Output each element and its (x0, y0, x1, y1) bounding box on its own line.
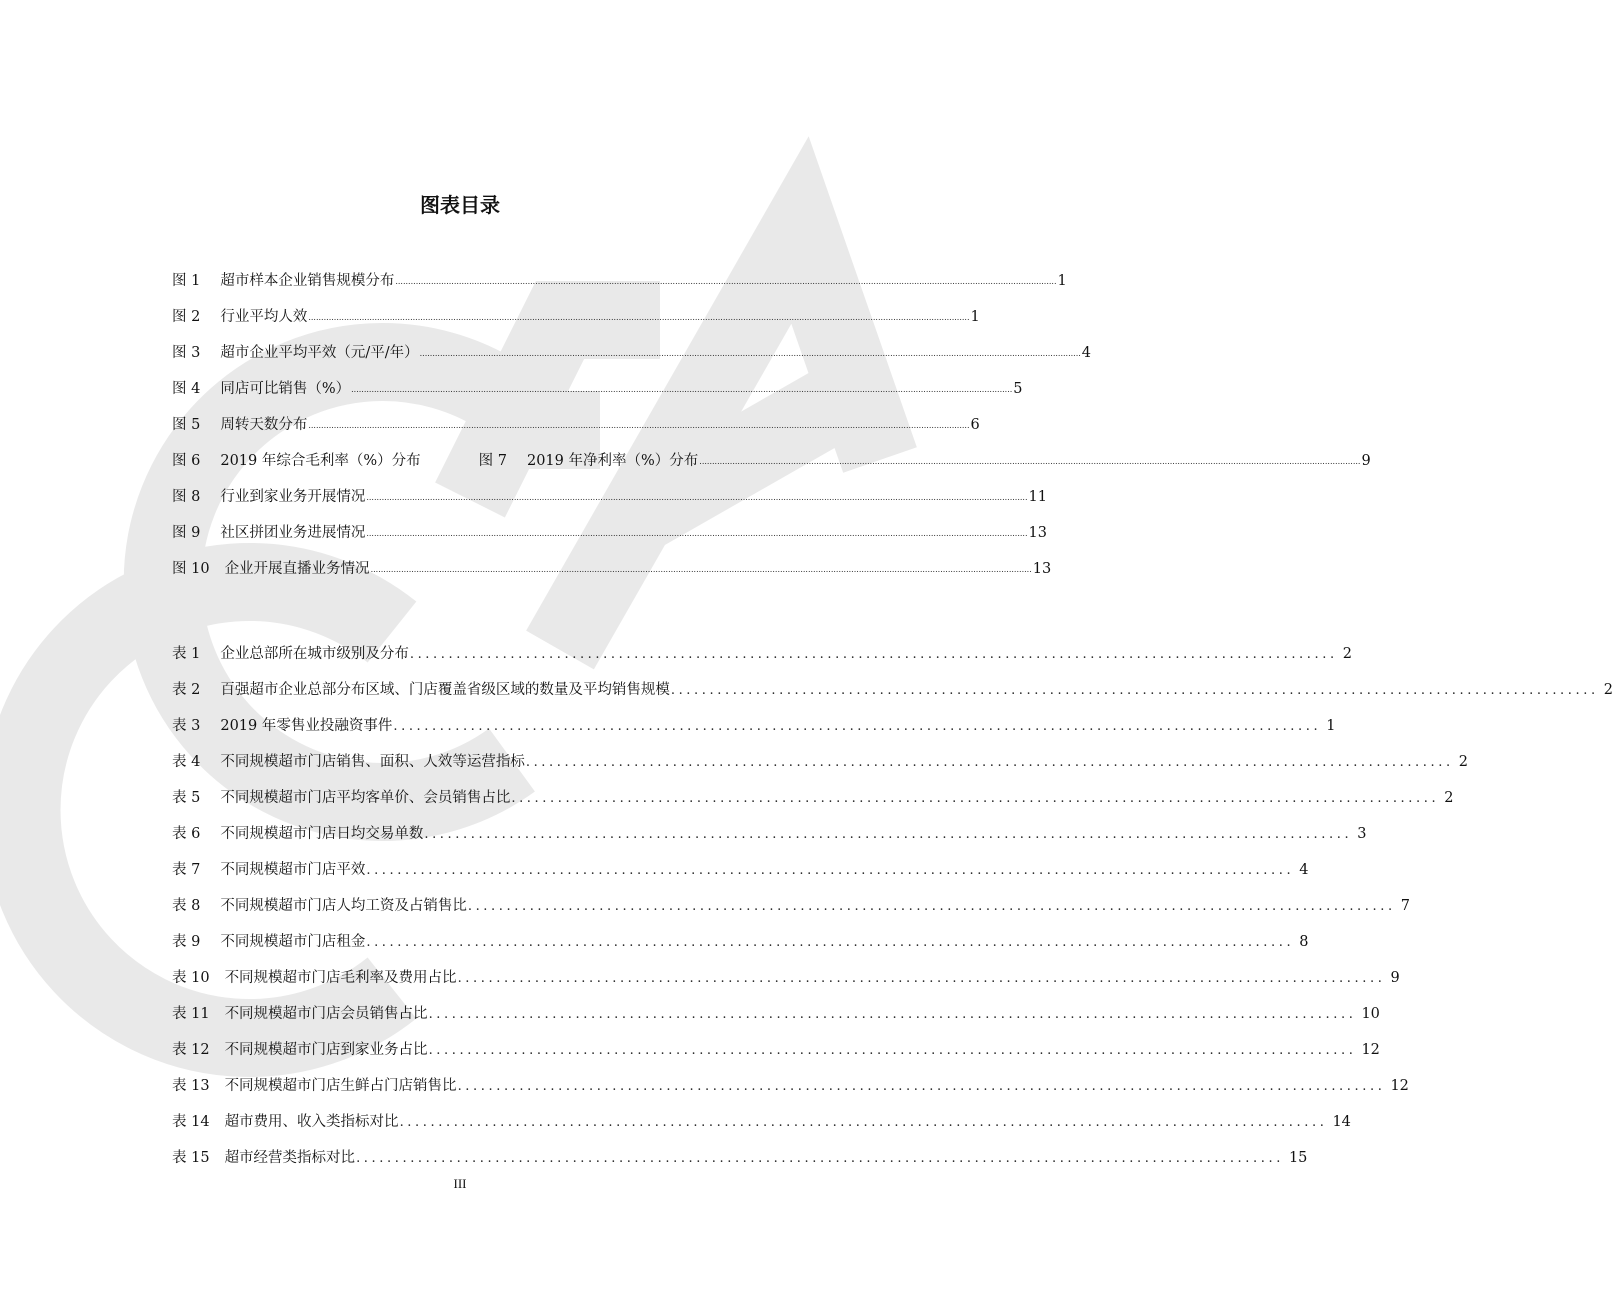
entry-label: 表 5 (172, 789, 201, 806)
entry-label: 表 3 (172, 717, 201, 734)
entry-label: 图 8 (172, 488, 201, 505)
figure-entry[interactable] (172, 300, 980, 325)
dot-leader: ........................................................................................................................ (457, 971, 1386, 986)
figure-entry[interactable] (172, 372, 1023, 397)
entry-page-number: 12 (1390, 1077, 1409, 1094)
table-entry[interactable] (172, 1069, 1409, 1094)
entry-label: 图 7 (478, 452, 507, 469)
entry-label: 表 15 (172, 1149, 210, 1166)
figure-entry[interactable] (172, 264, 1067, 289)
entry-page-number: 2 (1444, 789, 1454, 806)
entry-label: 表 9 (172, 933, 201, 950)
entry-title: 超市经营类指标对比 (224, 1149, 356, 1166)
dot-leader: .................................................................................................................................................................................................................................................................... (419, 349, 1081, 358)
entry-page-number: 9 (1361, 452, 1371, 469)
dot-leader: .................................................................................................................................................................................................................................................................... (308, 313, 970, 322)
entry-page-number: 11 (1028, 488, 1047, 505)
entry-page-number: 13 (1028, 524, 1047, 541)
table-entry[interactable] (172, 889, 1410, 914)
entry-page-number: 13 (1032, 560, 1052, 577)
entry-label: 图 2 (172, 308, 201, 325)
entry-title: 百强超市企业总部分布区域、门店覆盖省级区域的数量及平均销售规模 (220, 681, 670, 698)
dot-leader: ........................................................................................................................ (366, 935, 1295, 950)
table-entry[interactable] (172, 709, 1336, 734)
entry-page-number: 14 (1332, 1113, 1351, 1130)
table-entry[interactable] (172, 925, 1309, 950)
dot-leader: ........................................................................................................................ (399, 1115, 1328, 1130)
table-entry[interactable] (172, 997, 1380, 1022)
entry-label: 表 11 (172, 1005, 210, 1022)
entry-label: 图 5 (172, 416, 201, 433)
entry-title: 行业平均人效 (220, 308, 308, 325)
dot-leader: ........................................................................................................................ (511, 791, 1440, 806)
entry-label: 表 8 (172, 897, 201, 914)
entry-title: 超市企业平均平效（元/平/年） (220, 344, 419, 361)
entry-label: 表 4 (172, 753, 201, 770)
table-entry[interactable] (172, 781, 1454, 806)
entry-page-number: 2 (1603, 681, 1613, 698)
dot-leader: .................................................................................................................................................................................................................................................................... (699, 457, 1361, 466)
entry-page-number: 10 (1361, 1005, 1380, 1022)
entry-page-number: 15 (1288, 1149, 1308, 1166)
entry-title: 超市费用、收入类指标对比 (224, 1113, 399, 1130)
entry-label: 表 12 (172, 1041, 210, 1058)
entry-title: 不同规模超市门店平均客单价、会员销售占比 (220, 789, 511, 806)
entry-title: 行业到家业务开展情况 (220, 488, 366, 505)
entry-label: 表 6 (172, 825, 201, 842)
table-entry[interactable] (172, 1141, 1308, 1166)
table-entry[interactable] (172, 961, 1400, 986)
entry-page-number: 2 (1342, 645, 1352, 662)
entry-label: 图 6 (172, 452, 201, 469)
entry-page-number: 9 (1390, 969, 1400, 986)
figure-entry[interactable] (172, 444, 1371, 469)
dot-leader: .................................................................................................................................................................................................................................................................... (351, 385, 1013, 394)
table-entry[interactable] (172, 637, 1352, 662)
dot-leader: .................................................................................................................................................................................................................................................................... (366, 529, 1028, 538)
dot-leader: ........................................................................................................................ (428, 1043, 1357, 1058)
dot-leader: .................................................................................................................................................................................................................................................................... (395, 277, 1057, 286)
entry-title: 企业总部所在城市级别及分布 (220, 645, 409, 662)
entry-title: 周转天数分布 (220, 416, 308, 433)
entry-title: 不同规模超市门店销售、面积、人效等运营指标 (220, 753, 525, 770)
entry-label: 表 13 (172, 1077, 210, 1094)
entry-label: 图 4 (172, 380, 201, 397)
table-entry[interactable] (172, 745, 1468, 770)
entry-page-number: 12 (1361, 1041, 1380, 1058)
entry-title: 同店可比销售（%） (220, 380, 351, 397)
dot-leader: .................................................................................................................................................................................................................................................................... (366, 493, 1028, 502)
entry-label: 表 10 (172, 969, 210, 986)
entry-label: 图 10 (172, 560, 210, 577)
entry-label: 图 9 (172, 524, 201, 541)
entry-page-number: 4 (1081, 344, 1092, 361)
page-number-footer: III (453, 1176, 467, 1191)
dot-leader: .................................................................................................................................................................................................................................................................... (370, 565, 1032, 574)
entry-title: 不同规模超市门店生鲜占门店销售比 (224, 1077, 457, 1094)
entry-title: 社区拼团业务进展情况 (220, 524, 366, 541)
entry-title: 2019 年综合毛利率（%）分布 (220, 452, 421, 469)
entry-page-number: 1 (1057, 272, 1067, 289)
entry-title: 不同规模超市门店到家业务占比 (224, 1041, 428, 1058)
entry-page-number: 7 (1400, 897, 1410, 914)
page-title: 图表目录 (420, 193, 500, 217)
entry-title: 不同规模超市门店会员销售占比 (224, 1005, 428, 1022)
entry-page-number: 1 (970, 308, 980, 325)
entry-page-number: 1 (1326, 717, 1336, 734)
entry-label: 图 1 (172, 272, 201, 289)
dot-leader: ........................................................................................................................ (428, 1007, 1357, 1022)
dot-leader: .................................................................................................................................................................................................................................................................... (308, 421, 970, 430)
entry-title: 不同规模超市门店人均工资及占销售比 (220, 897, 467, 914)
dot-leader: ........................................................................................................................ (525, 755, 1454, 770)
entry-title: 不同规模超市门店租金 (220, 933, 366, 950)
entry-page-number: 4 (1299, 861, 1309, 878)
watermark-letter-a (560, 230, 880, 650)
entry-title: 不同规模超市门店日均交易单数 (220, 825, 424, 842)
entry-title: 2019 年净利率（%）分布 (526, 452, 699, 469)
table-entry[interactable] (172, 1105, 1351, 1130)
entry-label: 表 14 (172, 1113, 210, 1130)
entry-page-number: 3 (1357, 825, 1367, 842)
dot-leader: ........................................................................................................................ (467, 899, 1396, 914)
dot-leader: ........................................................................................................................ (670, 683, 1599, 698)
entry-page-number: 2 (1458, 753, 1468, 770)
entry-title: 不同规模超市门店平效 (220, 861, 366, 878)
dot-leader: ........................................................................................................................ (366, 863, 1295, 878)
figure-entry[interactable] (172, 516, 1047, 541)
table-entry[interactable] (172, 817, 1367, 842)
dot-leader: ........................................................................................................................ (356, 1151, 1284, 1166)
dot-leader: ........................................................................................................................ (393, 719, 1322, 734)
table-entry[interactable] (172, 673, 1613, 698)
dot-leader: ........................................................................................................................ (424, 827, 1353, 842)
entry-title: 不同规模超市门店毛利率及费用占比 (224, 969, 457, 986)
entry-label: 表 2 (172, 681, 201, 698)
table-entry[interactable] (172, 1033, 1380, 1058)
entry-label: 表 7 (172, 861, 201, 878)
figure-entry[interactable] (172, 408, 980, 433)
figure-entry[interactable] (172, 552, 1052, 577)
entry-page-number: 6 (970, 416, 980, 433)
dot-leader: ........................................................................................................................ (457, 1079, 1386, 1094)
entry-page-number: 8 (1299, 933, 1309, 950)
figure-entry[interactable] (172, 480, 1047, 505)
figure-entry[interactable] (172, 336, 1092, 361)
entry-title: 超市样本企业销售规模分布 (220, 272, 395, 289)
entry-label: 表 1 (172, 645, 201, 662)
entry-label: 图 3 (172, 344, 201, 361)
entry-page-number: 5 (1013, 380, 1023, 397)
entry-title: 2019 年零售业投融资事件 (220, 717, 393, 734)
table-entry[interactable] (172, 853, 1309, 878)
entry-title: 企业开展直播业务情况 (224, 560, 370, 577)
dot-leader: ........................................................................................................................ (409, 647, 1338, 662)
